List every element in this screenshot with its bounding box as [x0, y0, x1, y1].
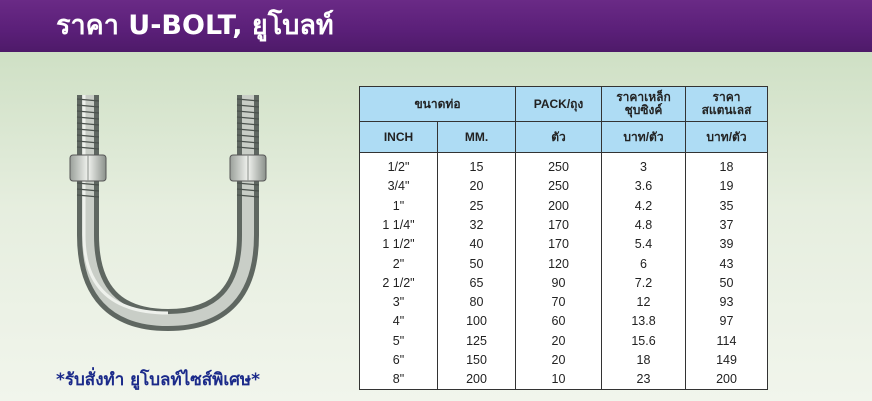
- cell-ss: 19: [686, 177, 768, 196]
- cell-ss: 18: [686, 153, 768, 177]
- table-header-row: [360, 87, 768, 122]
- custom-order-note: *รับสั่งทำ ยูโบลท์ไซส์พิเศษ*: [56, 370, 261, 390]
- cell-ss: 43: [686, 254, 768, 273]
- cell-mm: 200: [438, 370, 516, 390]
- cell-ss: 114: [686, 331, 768, 350]
- cell-pack: 250: [516, 177, 602, 196]
- cell-inch: 5": [360, 331, 438, 350]
- cell-inch: 8": [360, 370, 438, 390]
- cell-zinc: 3: [602, 153, 686, 177]
- cell-mm: 40: [438, 235, 516, 254]
- header-stainless-price: [686, 87, 768, 122]
- header-zinc-price: [602, 87, 686, 122]
- cell-zinc: 18: [602, 350, 686, 369]
- cell-zinc: 12: [602, 292, 686, 311]
- cell-pack: 70: [516, 292, 602, 311]
- cell-ss: 97: [686, 312, 768, 331]
- table-row: [360, 196, 768, 215]
- table-row: [360, 273, 768, 292]
- cell-inch: 1 1/4": [360, 215, 438, 234]
- cell-ss: 200: [686, 370, 768, 390]
- subheader-inch: INCH: [360, 122, 438, 153]
- cell-zinc: 4.8: [602, 215, 686, 234]
- cell-inch: 1 1/2": [360, 235, 438, 254]
- cell-ss: 93: [686, 292, 768, 311]
- cell-zinc: 5.4: [602, 235, 686, 254]
- cell-inch: 3/4": [360, 177, 438, 196]
- header-pipe-size: ขนาดท่อ: [360, 87, 516, 122]
- cell-inch: 2 1/2": [360, 273, 438, 292]
- table-subheader-row: [360, 122, 768, 153]
- price-table: [359, 86, 768, 390]
- cell-pack: 90: [516, 273, 602, 292]
- cell-inch: 1/2": [360, 153, 438, 177]
- cell-pack: 170: [516, 215, 602, 234]
- cell-inch: 6": [360, 350, 438, 369]
- cell-pack: 120: [516, 254, 602, 273]
- table-row: [360, 215, 768, 234]
- table-row: [360, 235, 768, 254]
- page-title-banner: [0, 0, 872, 52]
- table-body: [360, 153, 768, 390]
- cell-mm: 50: [438, 254, 516, 273]
- cell-ss: 39: [686, 235, 768, 254]
- cell-pack: 20: [516, 331, 602, 350]
- table-row: [360, 153, 768, 177]
- table-row: [360, 350, 768, 369]
- table-row: [360, 370, 768, 390]
- cell-pack: 200: [516, 196, 602, 215]
- cell-zinc: 6: [602, 254, 686, 273]
- header-zinc-line2: ชุบซิงค์: [624, 103, 663, 117]
- header-pack: PACK/ถุง: [516, 87, 602, 122]
- cell-zinc: 23: [602, 370, 686, 390]
- table-row: [360, 292, 768, 311]
- cell-zinc: 3.6: [602, 177, 686, 196]
- subheader-pack-unit: ตัว: [516, 122, 602, 153]
- cell-pack: 250: [516, 153, 602, 177]
- header-zinc-line1: ราคาเหล็ก: [616, 90, 671, 104]
- subheader-ss-unit: บาท/ตัว: [686, 122, 768, 153]
- cell-mm: 65: [438, 273, 516, 292]
- table-row: [360, 254, 768, 273]
- cell-ss: 37: [686, 215, 768, 234]
- cell-pack: 60: [516, 312, 602, 331]
- cell-mm: 125: [438, 331, 516, 350]
- cell-zinc: 13.8: [602, 312, 686, 331]
- cell-ss: 35: [686, 196, 768, 215]
- cell-mm: 25: [438, 196, 516, 215]
- cell-zinc: 15.6: [602, 331, 686, 350]
- cell-zinc: 7.2: [602, 273, 686, 292]
- cell-inch: 1": [360, 196, 438, 215]
- cell-mm: 32: [438, 215, 516, 234]
- cell-mm: 80: [438, 292, 516, 311]
- cell-pack: 20: [516, 350, 602, 369]
- cell-inch: 2": [360, 254, 438, 273]
- cell-zinc: 4.2: [602, 196, 686, 215]
- header-ss-line1: ราคา: [712, 90, 741, 104]
- cell-pack: 170: [516, 235, 602, 254]
- cell-inch: 3": [360, 292, 438, 311]
- subheader-zinc-unit: บาท/ตัว: [602, 122, 686, 153]
- cell-mm: 150: [438, 350, 516, 369]
- table-row: [360, 331, 768, 350]
- page-title: ราคา U-BOLT, ยูโบลท์: [56, 10, 334, 41]
- header-ss-line2: สแตนเลส: [701, 103, 752, 117]
- cell-pack: 10: [516, 370, 602, 390]
- subheader-mm: MM.: [438, 122, 516, 153]
- table-row: [360, 312, 768, 331]
- cell-inch: 4": [360, 312, 438, 331]
- cell-ss: 50: [686, 273, 768, 292]
- cell-ss: 149: [686, 350, 768, 369]
- cell-mm: 15: [438, 153, 516, 177]
- cell-mm: 100: [438, 312, 516, 331]
- table-row: [360, 177, 768, 196]
- cell-mm: 20: [438, 177, 516, 196]
- u-bolt-image: [50, 85, 290, 335]
